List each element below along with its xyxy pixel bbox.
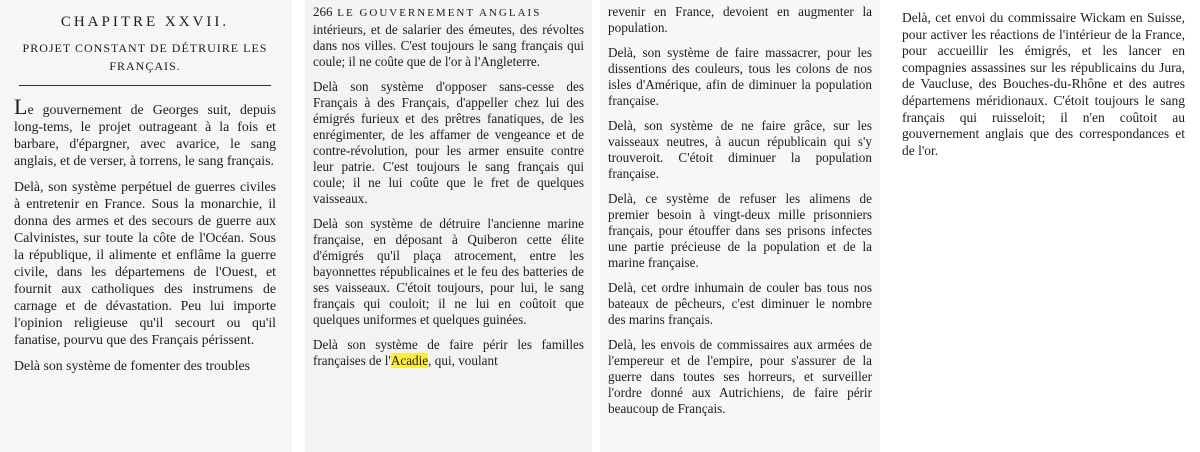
paragraph: Delà, cet ordre inhumain de couler bas tous nos bateaux de pêcheurs, c'est diminuer le nombre des marins français. — [608, 280, 872, 327]
paragraph: Delà son système d'opposer sans-cesse des Français à des Français, d'appeller chez lui des émigrés furieux et des prêtres fanatiques, de les enrégimenter, de les affamer de vengeance et de contre-révolution, pour les armer ensuite contre leur patrie. C'est toujours le sang français qui coule; il ne lui coûte que le fret de quelques vaisseaux. — [313, 79, 584, 206]
paragraph: Delà son système de détruire l'ancienne marine française, en déposant à Quiberon cette élite d'émigrés qu'il plaça atrocement, entre les bayonnettes républicaines et le feu des batteries de ses vaisseaux. C'étoit toujours, pour lui, le sang français qui couloit; il ne lui en coûtoit que quelques uniformes et quelques guinées. — [313, 216, 584, 327]
page-column-2 — [305, 0, 592, 452]
paragraph-text: e gouvernement de Georges suit, depuis long-tems, le projet outrageant à la fois et barbare, d'épargner, avec avarice, le sang anglais, et de verser, à torrens, le sang français. — [14, 102, 276, 168]
paragraph: Delà, son système perpétuel de guerres civiles à entretenir en France. Sous la monarchie, il donna des armes et des secours de guerre aux Calvinistes, sur toute la côte de l'Océan. Sous la république, il alimente et enflâme la guerre civile, dans les départemens de l'Ouest, et fournit aux catholiques des instrumens de carnage et de dévastation. Peu lui importe l'opinion religieuse qu'il secourt ou qu'il fanatise, pourvu que des Français périssent. — [14, 179, 276, 347]
page-number: 266 — [313, 4, 333, 19]
chapter-rule — [19, 85, 271, 86]
paragraph: Delà son système de fomenter des troubles — [14, 358, 251, 373]
paragraph: revenir en France, devoient en augmenter la population. — [608, 4, 872, 35]
paragraph: Delà, son système de ne faire grâce, sur les vaisseaux neutres, à aucun républicain qui s'y trouveroit. C'étoit diminuer la population française. — [608, 118, 872, 181]
paragraph: Delà, son système de faire massacrer, pour les dissentions des couleurs, tous les colons de nos isles d'Amérique, afin de diminuer la population française. — [608, 45, 872, 108]
page-column-4 — [890, 0, 1195, 452]
paragraph-text: Delà son système de faire périr les familles françaises de l' — [313, 337, 584, 368]
paragraph-text: , qui, voulant — [428, 353, 498, 368]
paragraph: Delà, cet envoi du commissaire Wickam en Suisse, pour activer les réactions de l'intérieur de la France, pour accueillir les émigrés, et les lancer en compagnies assassines sur les républicains du Jura, de Vaucluse, des Bouches-du-Rhône et des autres départemens méridionaux. C'étoit toujours le sang français qui ruisseloit; il n'en coûtoit au gouvernement anglais que des correspondances et de l'or. — [902, 10, 1185, 158]
paragraph: Delà, ce système de refuser les alimens de premier besoin à vingt-deux mille prisonniers français, pour étouffer dans ses prisons infectes une partie précieuse de la population et de la marine française. — [608, 191, 872, 270]
paragraph — [313, 337, 584, 369]
page-column-3 — [600, 0, 880, 452]
running-head-title: LE GOUVERNEMENT ANGLAIS — [337, 7, 542, 19]
paragraph: intérieurs, et de salarier des émeutes, des révoltes dans nos villes. C'est toujours le sang français qui coule; il ne coûte que de l'or à l'Angleterre. — [313, 22, 584, 69]
drop-cap: L — [14, 94, 28, 119]
chapter-title: CHAPITRE XXVII. — [60, 14, 230, 30]
running-head — [313, 4, 584, 20]
page-column-1 — [0, 0, 292, 452]
chapter-subtitle: PROJET CONSTANT DE DÉTRUIRE LES FRANÇAIS. — [22, 41, 268, 73]
paragraph: Delà, les envois de commissaires aux armées de l'empereur et de l'empire, pour s'assurer de la guerre dans toutes ses horreurs, et surveiller l'ordre donné aux Autrichiens, de faire périr beaucoup de Français. — [608, 337, 872, 416]
paragraph — [14, 94, 276, 169]
highlighted-word: Acadie — [390, 353, 429, 368]
